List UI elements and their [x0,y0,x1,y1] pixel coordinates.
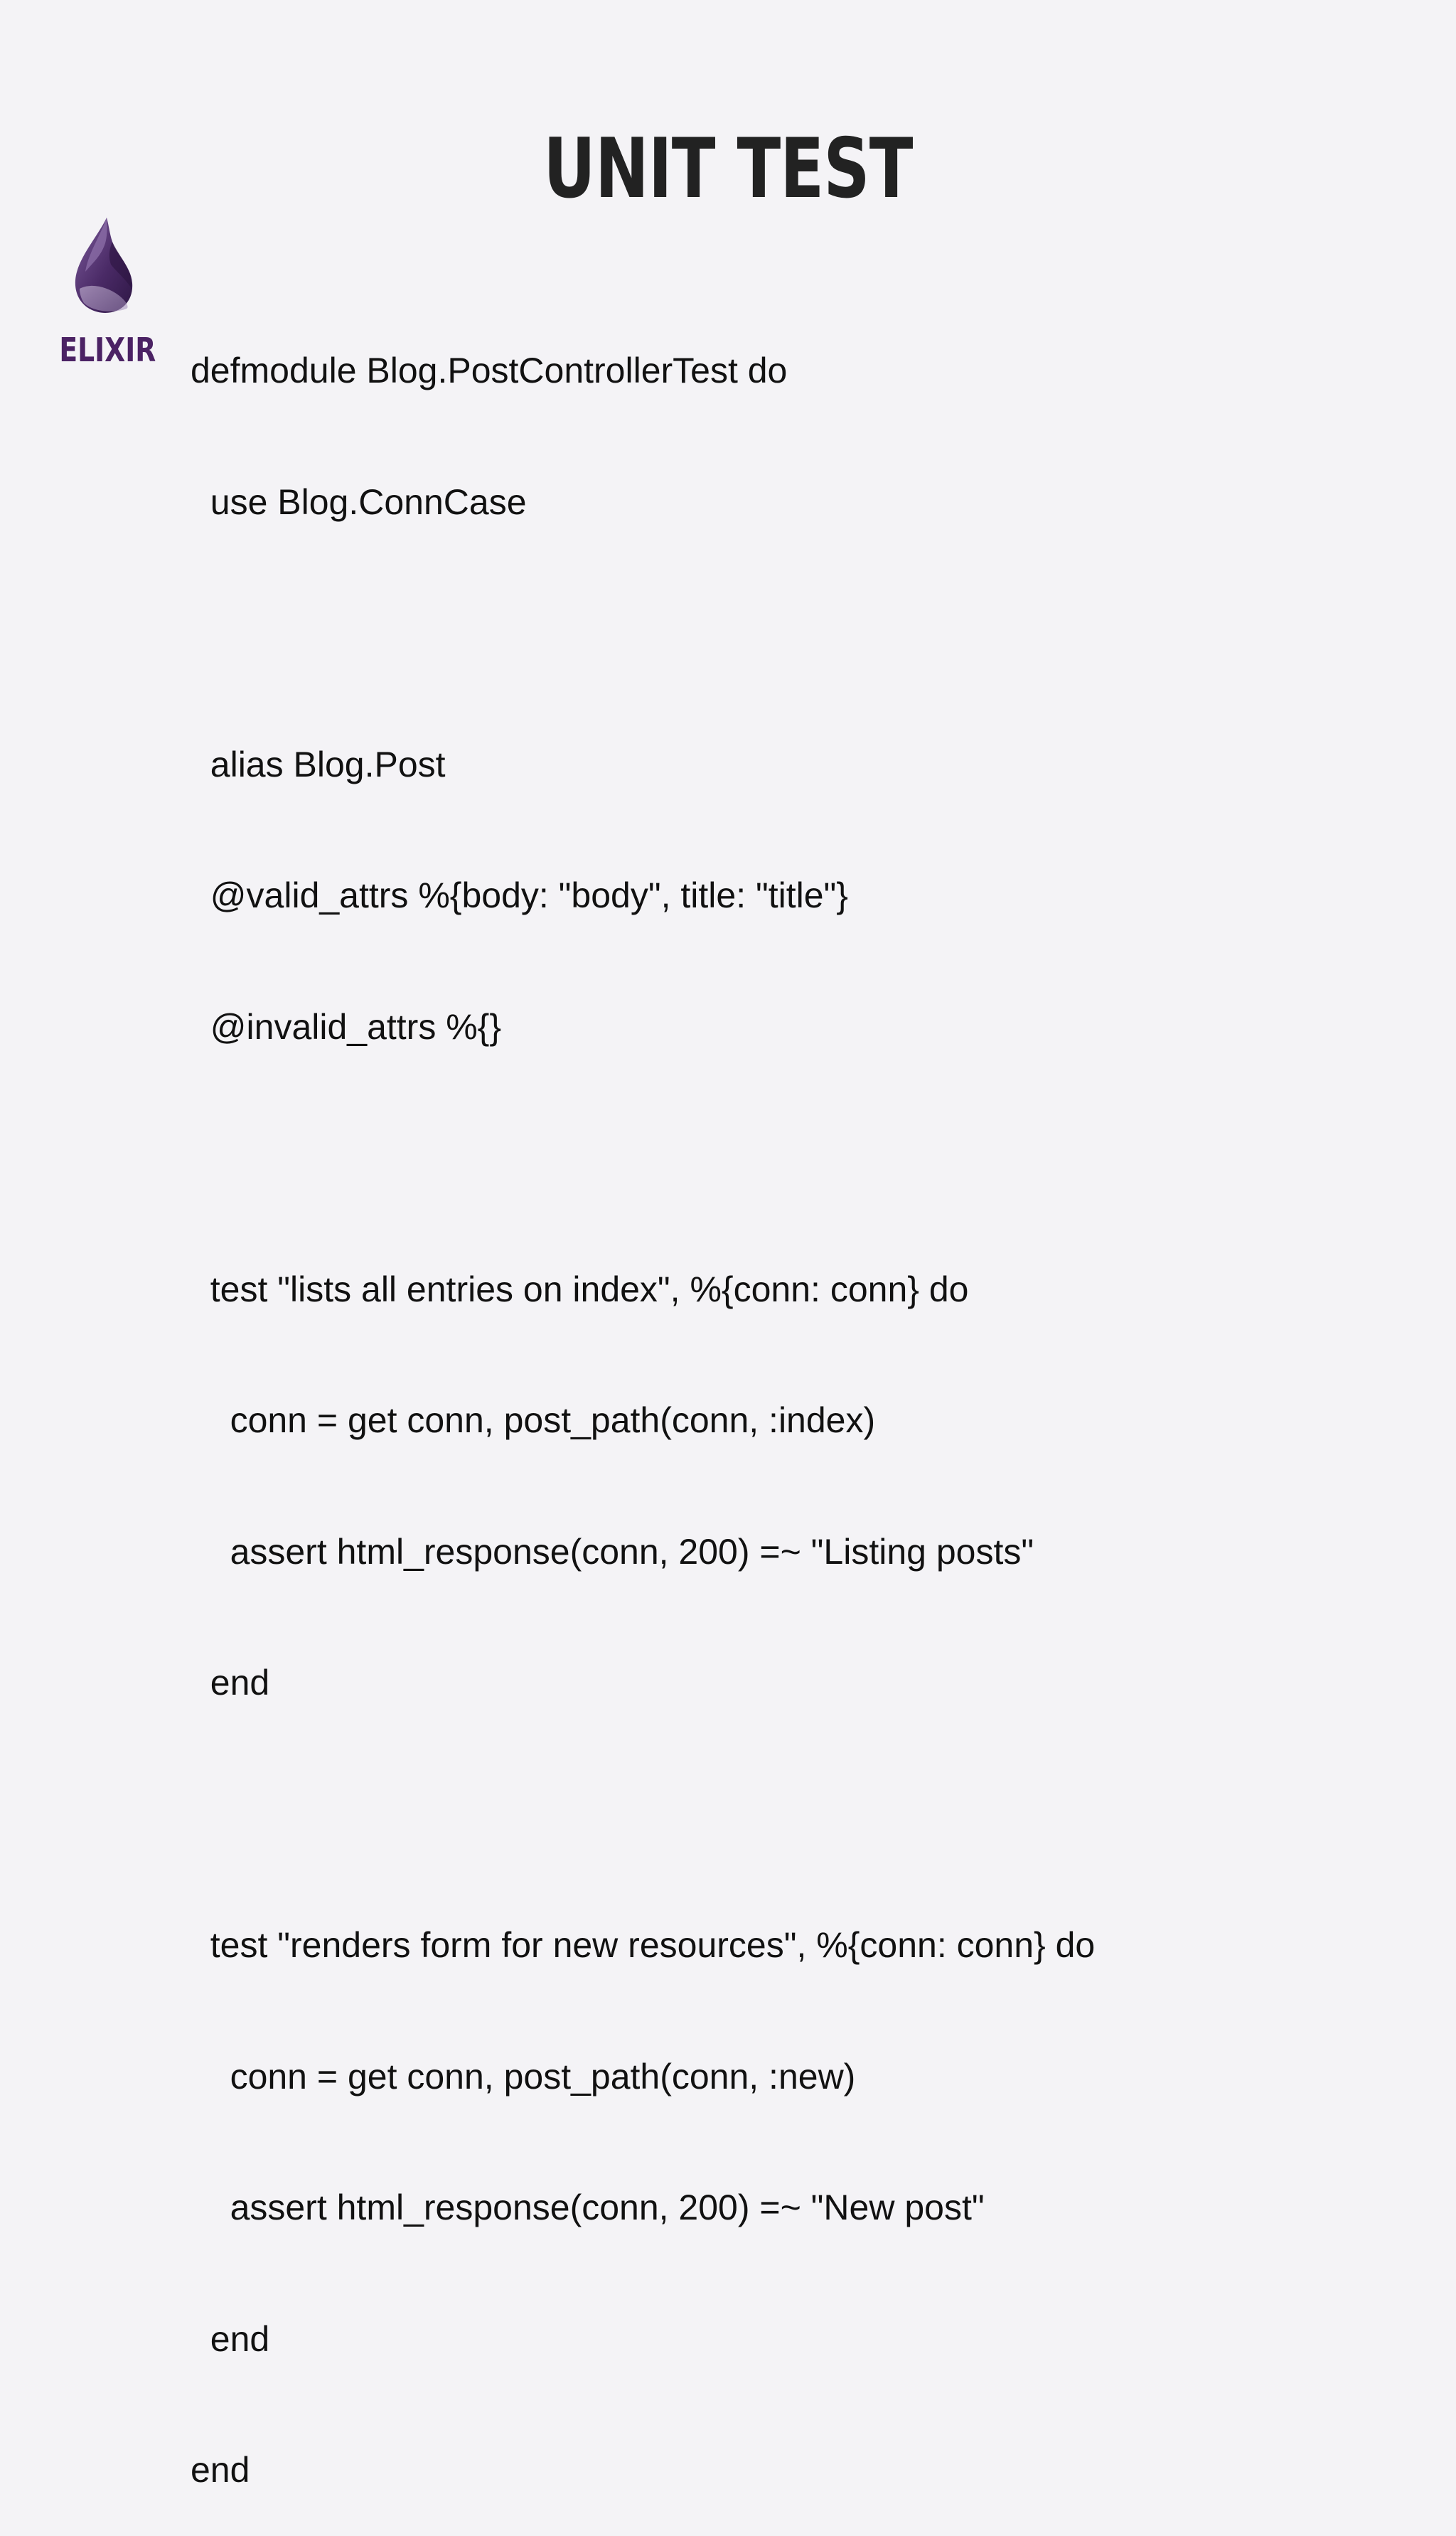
code-line: conn = get conn, post_path(conn, :new) [191,2056,856,2097]
code-line: end [191,2450,250,2490]
code-line: @valid_attrs %{body: "body", title: "title"} [191,875,848,915]
code-line: use Blog.ConnCase [191,481,527,522]
elixir-drop-icon [70,215,135,314]
code-block [191,262,1095,2536]
code-line: test "renders form for new resources", %{conn: conn} do [191,1925,1096,1965]
code-line: test "lists all entries on index", %{conn: conn} do [191,1269,969,1309]
code-line: end [191,1663,270,1703]
code-line: conn = get conn, post_path(conn, :index) [191,1400,876,1440]
slide-title: UNIT TEST [543,121,913,217]
code-line [191,1793,1095,1837]
code-line: assert html_response(conn, 200) =~ "New post" [191,2188,985,2227]
code-line: defmodule Blog.PostControllerTest do [191,351,788,390]
code-line [191,1136,1095,1181]
code-line: end [191,2318,270,2359]
code-line: @invalid_attrs %{} [191,1006,502,1047]
code-line: assert html_response(conn, 200) =~ "Listing posts" [191,1531,1034,1572]
code-line: alias Blog.Post [191,744,446,784]
code-line [191,612,1095,656]
elixir-logo-text: ELIXIR [59,331,156,369]
elixir-logo [50,215,155,375]
